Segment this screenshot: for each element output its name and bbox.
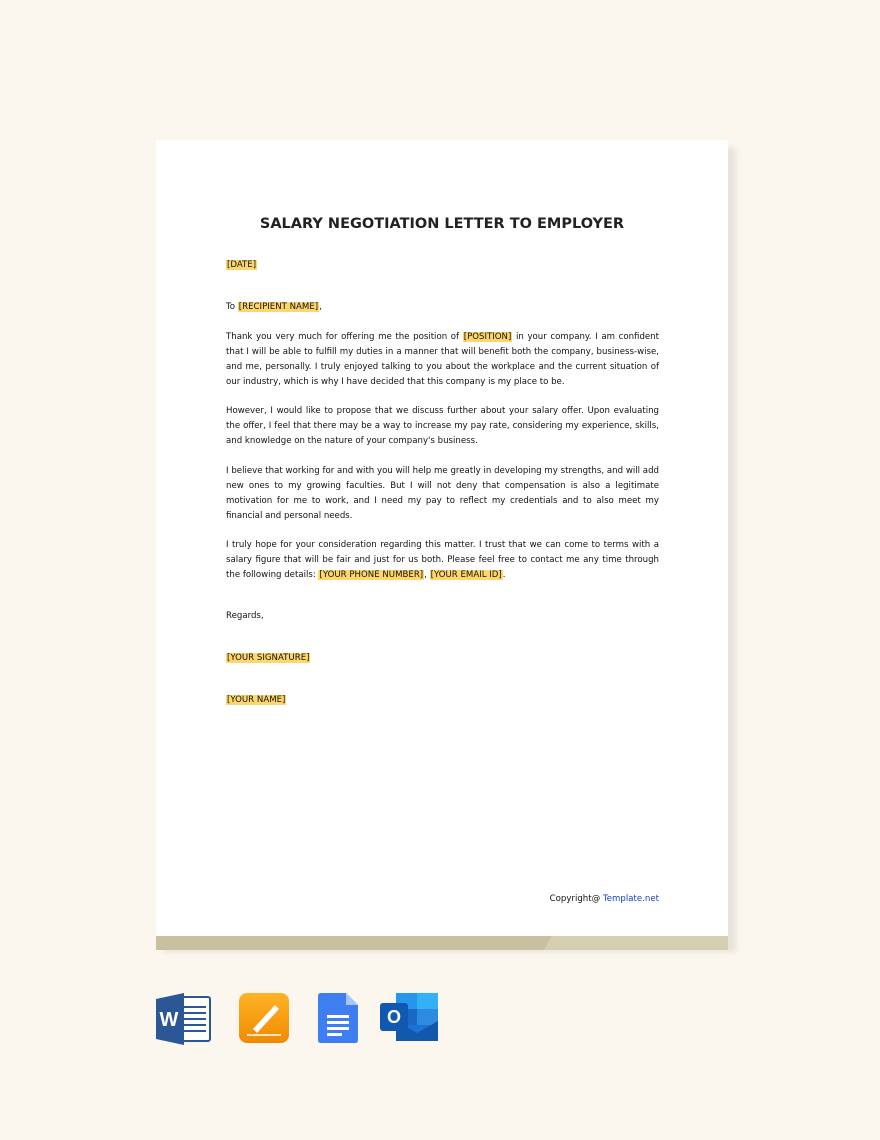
name-line [226,693,659,708]
document-title: SALARY NEGOTIATION LETTER TO EMPLOYER [259,216,625,232]
paragraph-4 [226,538,659,583]
outlook-icon[interactable] [378,993,440,1045]
paragraph-1 [226,330,659,390]
copyright [486,894,659,904]
google-docs-icon[interactable] [318,993,360,1045]
letter-page [156,140,728,936]
date-placeholder: [DATE] [227,260,257,270]
position-placeholder: [POSITION] [463,332,512,342]
page-fold [552,936,728,950]
closing: Regards, [226,611,264,621]
p1-text-b: in your company. I am confident that I will be able to fulfill my duties in a manner that will benefit both the company, business-wise, and me, personally. I truly enjoyed talking to you about the workplace and the current situation of our industry, which is why I have decided that this company is my place to be. [226,332,660,387]
word-letter: W [159,1009,179,1031]
pages-icon[interactable] [239,993,291,1045]
salutation-suffix: , [319,302,322,312]
document-preview [156,140,728,952]
signature-placeholder: [YOUR SIGNATURE] [227,653,310,663]
email-placeholder: [YOUR EMAIL ID] [430,570,502,580]
word-icon[interactable] [156,993,212,1045]
salutation [226,300,659,315]
copyright-brand-link[interactable]: Template.net [602,894,659,904]
date-line [226,258,659,273]
name-placeholder: [YOUR NAME] [227,695,286,705]
recipient-placeholder: [RECIPIENT NAME] [238,302,319,312]
signature-line [226,651,659,666]
paragraph-3: I believe that working for and with you will help me greatly in developing my strengths, and will add new ones to my growing faculties. But I will not deny that compensation is also a legitimate motivation for me to work, and I need my pay to reflect my credentials and to also meet my financial and personal needs. [226,466,659,521]
salutation-prefix: To [226,302,238,312]
paragraph-2: However, I would like to propose that we discuss further about your salary offer. Upon evaluating the offer, I feel that there may be a way to increase my pay rate, considering my experience, skills, and knowledge on the nature of your company's business. [226,406,659,446]
copyright-prefix: Copyright@ [549,894,603,904]
phone-placeholder: [YOUR PHONE NUMBER] [319,570,424,580]
p4-end: . [502,570,506,580]
p4-text-a: I truly hope for your consideration regarding this matter. I trust that we can come to terms with a salary figure that will be fair and just for us both. Please feel free to contact me any time through the following details: [226,540,659,580]
outlook-letter: O [386,1007,402,1027]
p1-text-a: Thank you very much for offering me the position of [226,332,463,342]
p4-separator: , [424,570,430,580]
